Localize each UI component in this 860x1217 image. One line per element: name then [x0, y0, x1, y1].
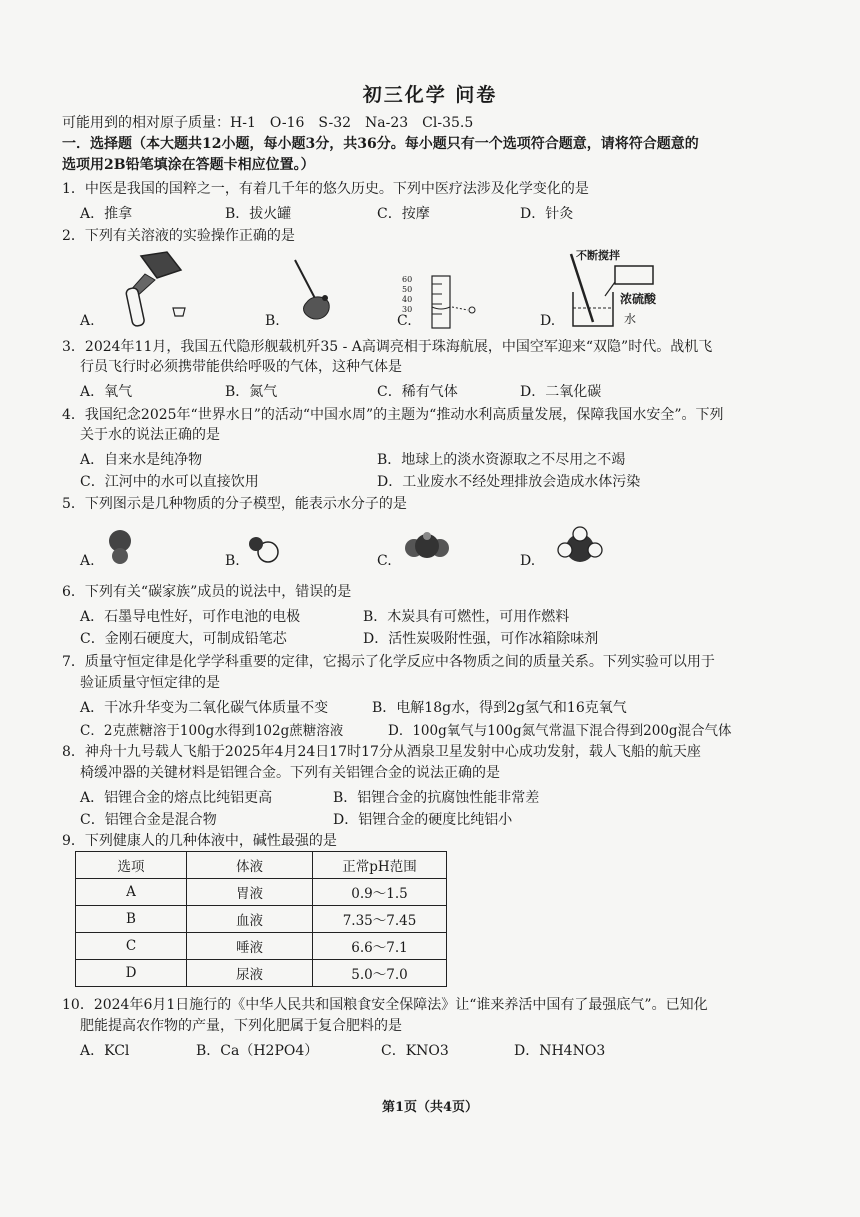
q5-molecule-d: [555, 526, 605, 566]
q10-stem: 10．2024年6月1日施行的《中华人民共和国粮食安全保障法》让“谁来养活中国有了最强底气”。已知化: [62, 997, 708, 1013]
q5-molecule-c: [404, 530, 450, 560]
table-header: 体液: [187, 852, 313, 879]
q10-option-d: D．NH4NO3: [514, 1043, 606, 1059]
table-row: [76, 906, 447, 933]
q6-option-b: B．木炭具有可燃性，可用作燃料: [363, 609, 570, 625]
q6-stem: 6．下列有关“碳家族”成员的说法中，错误的是: [62, 584, 352, 600]
q8-stem: 8．神舟十九号载人飞船于2025年4月24日17时17分从酒泉卫星发射中心成功发射，载人飞船的航天座: [62, 744, 701, 760]
ph-table: [75, 851, 447, 987]
q9-stem: 9．下列健康人的几种体液中，碱性最强的是: [62, 833, 337, 849]
section-instructions-2: 选项用2B铅笔填涂在答题卡相应位置。）: [62, 157, 315, 173]
q4-stem: 4．我国纪念2025年“世界水日”的活动“中国水周”的主题为“推动水利高质量发展，保障我国水安全”。下列: [62, 407, 724, 423]
q8-option-d: D．铝锂合金的硬度比纯铝小: [333, 812, 513, 828]
table-cell: 0.9～1.5: [313, 879, 447, 906]
q3-option-d: D．二氧化碳: [520, 384, 602, 400]
q4-option-b: B．地球上的淡水资源取之不尽用之不竭: [377, 452, 626, 468]
q5-molecule-a: [105, 528, 135, 568]
q2-option-c: C.: [397, 313, 412, 329]
table-cell: 6.6～7.1: [313, 933, 447, 960]
q5-option-b: B.: [225, 553, 240, 569]
table-header: 正常pH范围: [313, 852, 447, 879]
q2-stem: 2．下列有关溶液的实验操作正确的是: [62, 228, 295, 244]
q5-molecule-b: [246, 532, 282, 568]
q2-option-d: D.: [540, 313, 556, 329]
q2-label-water: 水: [624, 312, 637, 326]
q2-cylinder-ticks: 60 50 40 30: [402, 275, 413, 314]
table-row: [76, 879, 447, 906]
table-cell: A: [76, 879, 187, 906]
q2-label-acid: 浓硫酸: [620, 292, 657, 306]
q10-option-a: A．KCl: [80, 1043, 130, 1059]
atomic-masses: 可能用到的相对原子质量：H-1 O-16 S-32 Na-23 Cl-35.5: [62, 115, 474, 131]
q10-option-c: C．KNO3: [381, 1043, 449, 1059]
q4-stem-2: 关于水的说法正确的是: [80, 427, 220, 443]
q6-option-d: D．活性炭吸附性强，可作冰箱除味剂: [363, 631, 599, 647]
q7-stem-2: 验证质量守恒定律的是: [80, 675, 220, 691]
q8-option-b: B．铝锂合金的抗腐蚀性能非常差: [333, 790, 540, 806]
section-instructions-1: 一．选择题（本大题共12小题，每小题3分，共36分。每小题只有一个选项符合题意，请将符合题意的: [62, 136, 699, 152]
q6-option-c: C．金刚石硬度大，可制成铅笔芯: [80, 631, 287, 647]
q4-option-c: C．江河中的水可以直接饮用: [80, 474, 259, 490]
table-header-row: [76, 852, 447, 879]
page-title: 初三化学 问卷: [362, 84, 498, 106]
q7-option-d: D．100g氧气与100g氮气常温下混合得到200g混合气体: [388, 723, 732, 739]
q4-option-a: A．自来水是纯净物: [80, 452, 203, 468]
q1-option-d: D．针灸: [520, 206, 574, 222]
q1-option-b: B．拔火罐: [225, 206, 292, 222]
table-cell: 胃液: [187, 879, 313, 906]
q2-image-c: [418, 274, 498, 330]
q2-image-b: [285, 258, 345, 330]
q7-stem: 7．质量守恒定律是化学学科重要的定律，它揭示了化学反应中各物质之间的质量关系。下列实验可以用于: [62, 654, 715, 670]
q3-option-a: A．氧气: [80, 384, 133, 400]
table-cell: D: [76, 960, 187, 987]
q8-option-a: A．铝锂合金的熔点比纯铝更高: [80, 790, 273, 806]
table-cell: C: [76, 933, 187, 960]
q8-option-c: C．铝锂合金是混合物: [80, 812, 217, 828]
q3-stem-2: 行员飞行时必须携带能供给呼吸的气体，这种气体是: [80, 359, 402, 375]
q10-option-b: B．Ca（H2PO4）: [196, 1043, 319, 1059]
q4-option-d: D．工业废水不经处理排放会造成水体污染: [377, 474, 641, 490]
q7-option-a: A．干冰升华变为二氧化碳气体质量不变: [80, 700, 329, 716]
table-cell: 尿液: [187, 960, 313, 987]
q6-option-a: A．石墨导电性好，可作电池的电极: [80, 609, 301, 625]
table-row: [76, 960, 447, 987]
q2-label-stir: 不断搅拌: [576, 249, 620, 262]
q3-stem: 3．2024年11月，我国五代隐形舰载机歼35 - A高调亮相于珠海航展，中国空军迎来“双隐”时代。战机飞: [62, 339, 713, 355]
table-header: 选项: [76, 852, 187, 879]
q2-option-a: A.: [80, 313, 95, 329]
q5-option-c: C.: [377, 553, 392, 569]
q5-option-d: D.: [520, 553, 536, 569]
q8-stem-2: 椅缓冲器的关键材料是铝锂合金。下列有关铝锂合金的说法正确的是: [80, 765, 500, 781]
q3-option-b: B．氮气: [225, 384, 278, 400]
q5-stem: 5．下列图示是几种物质的分子模型，能表示水分子的是: [62, 496, 407, 512]
q5-option-a: A.: [80, 553, 95, 569]
q10-stem-2: 肥能提高农作物的产量，下列化肥属于复合肥料的是: [80, 1018, 402, 1034]
q2-image-a: [105, 250, 195, 330]
page-footer: 第1页（共4页）: [381, 1100, 479, 1115]
table-cell: 唾液: [187, 933, 313, 960]
q2-option-b: B.: [265, 313, 280, 329]
q3-option-c: C．稀有气体: [377, 384, 458, 400]
q7-option-c: C．2克蔗糖溶于100g水得到102g蔗糖溶液: [80, 723, 344, 739]
q1-stem: 1．中医是我国的国粹之一，有着几千年的悠久历史。下列中医疗法涉及化学变化的是: [62, 181, 589, 197]
table-cell: 5.0～7.0: [313, 960, 447, 987]
table-row: [76, 933, 447, 960]
table-cell: 7.35～7.45: [313, 906, 447, 933]
table-cell: 血液: [187, 906, 313, 933]
q7-option-b: B．电解18g水，得到2g氢气和16克氧气: [372, 700, 627, 716]
q1-option-a: A．推拿: [80, 206, 133, 222]
q1-option-c: C．按摩: [377, 206, 430, 222]
table-cell: B: [76, 906, 187, 933]
